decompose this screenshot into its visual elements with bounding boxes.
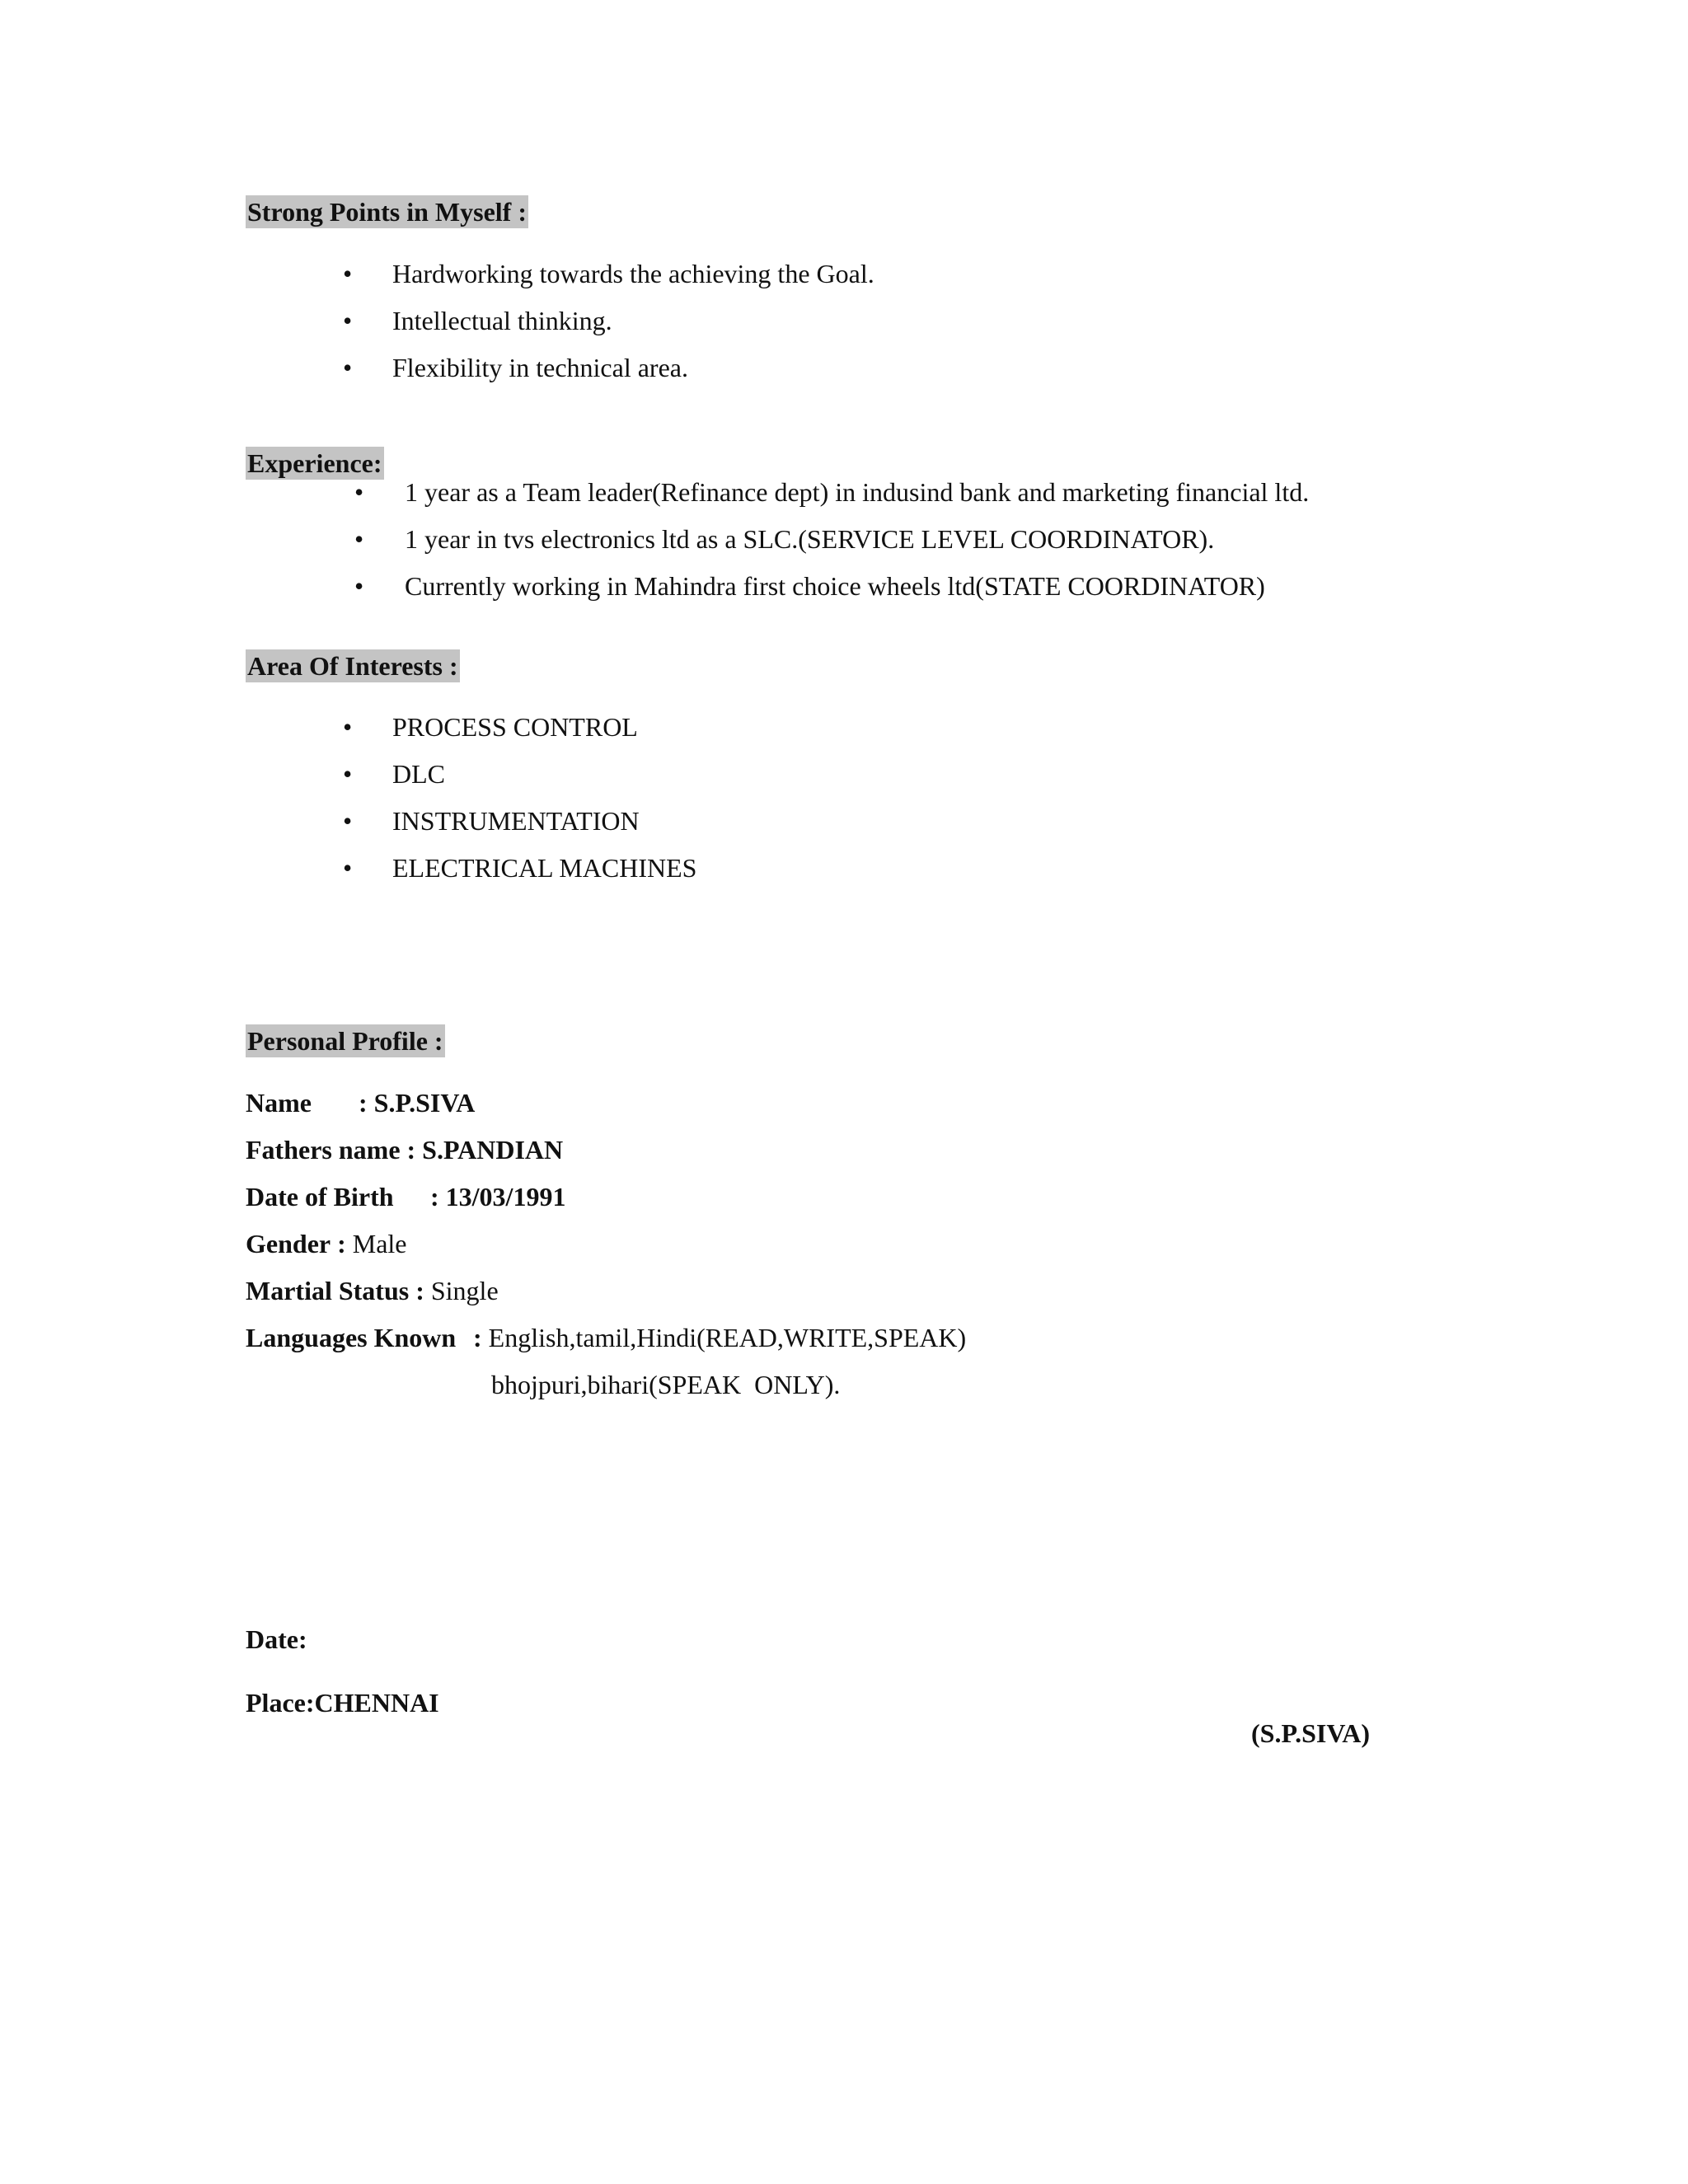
dob-separator: : xyxy=(430,1182,446,1212)
bullet-icon: • xyxy=(354,571,364,601)
father-value: S.PANDIAN xyxy=(422,1135,564,1165)
bullet-icon: • xyxy=(343,259,353,288)
profile-gender-row xyxy=(246,1227,407,1260)
bullet-icon: • xyxy=(343,353,353,382)
marital-separator: : xyxy=(409,1276,431,1305)
bullet-icon: • xyxy=(343,806,353,836)
bullet-icon: • xyxy=(354,477,364,507)
languages-value-continued: bhojpuri,bihari(SPEAK ONLY). xyxy=(491,1370,841,1399)
marital-status-label: Martial Status xyxy=(246,1276,410,1305)
profile-dob-row xyxy=(246,1180,565,1213)
signature-name: (S.P.SIVA) xyxy=(1251,1718,1371,1748)
father-separator: : xyxy=(400,1135,423,1165)
experience-heading: Experience: xyxy=(247,448,382,478)
interests-heading: Area Of Interests : xyxy=(247,651,458,681)
resume-page: Strong Points in Myself : • Hardworking towards the achieving the Goal. • Intellectual thinking. • Flexibility in technical area. Experience: • 1 year as a Team leader(Refinance dept) in indusind bank and marketing financial ltd. • 1 year in tvs electronics ltd as a SLC.(SERVICE LEVEL COORDINATOR). • Currently working in Mahindra first choice wheels ltd(STATE COORDINATOR) Area Of Interests : • PROCESS CONTROL • DLC • INSTRUMENTATION • ELECTRICAL MACHINES Personal Profile : Name : S.P.SIVA Fathers name : S.PANDIAN Date of Birth : 13/03/1991 Gender : Male Martial Status : Single Languages Known : English,tamil,Hindi(READ,WRITE,SPEAK) bhojpuri,bihari(SPEAK ONLY). Date: Place:CHENNAI (S.P.SIVA) xyxy=(246,197,1371,1748)
languages-separator: : xyxy=(473,1323,489,1352)
profile-marital-row xyxy=(246,1274,499,1307)
name-separator: : xyxy=(359,1088,374,1118)
bullet-icon: • xyxy=(343,759,353,789)
languages-label: Languages Known xyxy=(246,1323,457,1352)
place-label: Place:CHENNAI xyxy=(246,1688,439,1718)
dob-value: 13/03/1991 xyxy=(445,1182,566,1212)
personal-profile-heading: Personal Profile : xyxy=(247,1026,443,1056)
profile-father-row xyxy=(246,1133,563,1166)
languages-value: English,tamil,Hindi(READ,WRITE,SPEAK) xyxy=(488,1323,967,1352)
father-label: Fathers name xyxy=(246,1135,401,1165)
gender-label: Gender xyxy=(246,1229,331,1258)
name-value: S.P.SIVA xyxy=(373,1088,476,1118)
date-label: Date: xyxy=(246,1624,307,1654)
profile-languages-row xyxy=(246,1321,966,1354)
marital-status-value: Single xyxy=(430,1276,499,1305)
bullet-icon: • xyxy=(343,853,353,883)
bullet-icon: • xyxy=(343,712,353,742)
name-label: Name xyxy=(246,1088,312,1118)
bullet-icon: • xyxy=(343,306,353,335)
gender-separator: : xyxy=(331,1229,353,1258)
strong-points-heading: Strong Points in Myself : xyxy=(247,197,527,227)
profile-name-row xyxy=(246,1086,475,1119)
gender-value: Male xyxy=(352,1229,407,1258)
dob-label: Date of Birth xyxy=(246,1182,394,1212)
bullet-icon: • xyxy=(354,524,364,554)
